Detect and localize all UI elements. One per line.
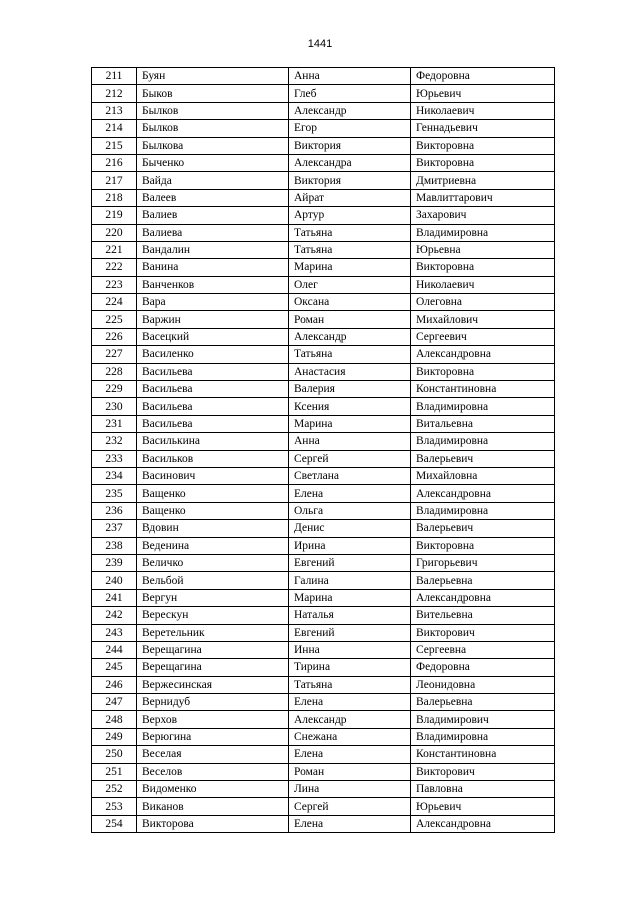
- patronymic-cell: Мавлиттарович: [411, 189, 555, 206]
- row-number-cell: 242: [92, 607, 137, 624]
- table-row: [92, 467, 555, 484]
- row-number-cell: 239: [92, 554, 137, 571]
- first-name-cell: Евгений: [289, 624, 411, 641]
- row-number-cell: 233: [92, 450, 137, 467]
- patronymic-cell: Дмитриевна: [411, 172, 555, 189]
- row-number-cell: 235: [92, 485, 137, 502]
- patronymic-cell: Геннадьевич: [411, 120, 555, 137]
- last-name-cell: Валиев: [137, 207, 289, 224]
- patronymic-cell: Захарович: [411, 207, 555, 224]
- row-number-cell: 224: [92, 294, 137, 311]
- table-row: [92, 207, 555, 224]
- patronymic-cell: Валерьевна: [411, 572, 555, 589]
- row-number-cell: 212: [92, 85, 137, 102]
- patronymic-cell: Валерьевна: [411, 694, 555, 711]
- table-row: [92, 102, 555, 119]
- row-number-cell: 250: [92, 746, 137, 763]
- first-name-cell: Елена: [289, 694, 411, 711]
- last-name-cell: Веденина: [137, 537, 289, 554]
- patronymic-cell: Викторовна: [411, 154, 555, 171]
- patronymic-cell: Валерьевич: [411, 450, 555, 467]
- table-row: [92, 798, 555, 815]
- patronymic-cell: Вительевна: [411, 607, 555, 624]
- patronymic-cell: Григорьевич: [411, 554, 555, 571]
- table-row: [92, 641, 555, 658]
- last-name-cell: Видоменко: [137, 781, 289, 798]
- names-table-body: [92, 68, 555, 833]
- last-name-cell: Верюгина: [137, 728, 289, 745]
- first-name-cell: Ксения: [289, 398, 411, 415]
- row-number-cell: 236: [92, 502, 137, 519]
- table-row: [92, 554, 555, 571]
- last-name-cell: Васильков: [137, 450, 289, 467]
- row-number-cell: 237: [92, 520, 137, 537]
- table-row: [92, 537, 555, 554]
- first-name-cell: Оксана: [289, 294, 411, 311]
- last-name-cell: Ванина: [137, 259, 289, 276]
- patronymic-cell: Юрьевна: [411, 241, 555, 258]
- last-name-cell: Веретельник: [137, 624, 289, 641]
- table-row: [92, 259, 555, 276]
- row-number-cell: 225: [92, 311, 137, 328]
- row-number-cell: 229: [92, 381, 137, 398]
- first-name-cell: Роман: [289, 763, 411, 780]
- table-row: [92, 815, 555, 832]
- patronymic-cell: Викторович: [411, 624, 555, 641]
- row-number-cell: 230: [92, 398, 137, 415]
- last-name-cell: Ванченков: [137, 276, 289, 293]
- row-number-cell: 232: [92, 433, 137, 450]
- last-name-cell: Варжин: [137, 311, 289, 328]
- patronymic-cell: Викторович: [411, 763, 555, 780]
- first-name-cell: Марина: [289, 415, 411, 432]
- last-name-cell: Василенко: [137, 346, 289, 363]
- last-name-cell: Василькина: [137, 433, 289, 450]
- first-name-cell: Айрат: [289, 189, 411, 206]
- row-number-cell: 218: [92, 189, 137, 206]
- table-row: [92, 520, 555, 537]
- last-name-cell: Валеев: [137, 189, 289, 206]
- table-row: [92, 381, 555, 398]
- table-row: [92, 120, 555, 137]
- table-row: [92, 763, 555, 780]
- patronymic-cell: Александровна: [411, 589, 555, 606]
- row-number-cell: 248: [92, 711, 137, 728]
- first-name-cell: Денис: [289, 520, 411, 537]
- last-name-cell: Вдовин: [137, 520, 289, 537]
- table-row: [92, 363, 555, 380]
- row-number-cell: 215: [92, 137, 137, 154]
- first-name-cell: Татьяна: [289, 676, 411, 693]
- last-name-cell: Васинович: [137, 467, 289, 484]
- first-name-cell: Елена: [289, 815, 411, 832]
- table-row: [92, 85, 555, 102]
- patronymic-cell: Сергеевич: [411, 328, 555, 345]
- row-number-cell: 243: [92, 624, 137, 641]
- first-name-cell: Анна: [289, 68, 411, 85]
- first-name-cell: Сергей: [289, 798, 411, 815]
- row-number-cell: 246: [92, 676, 137, 693]
- first-name-cell: Елена: [289, 485, 411, 502]
- table-row: [92, 346, 555, 363]
- last-name-cell: Верещагина: [137, 659, 289, 676]
- first-name-cell: Татьяна: [289, 346, 411, 363]
- last-name-cell: Вельбой: [137, 572, 289, 589]
- table-row: [92, 502, 555, 519]
- first-name-cell: Лина: [289, 781, 411, 798]
- table-row: [92, 572, 555, 589]
- last-name-cell: Былков: [137, 120, 289, 137]
- patronymic-cell: Викторовна: [411, 363, 555, 380]
- last-name-cell: Ващенко: [137, 502, 289, 519]
- first-name-cell: Марина: [289, 259, 411, 276]
- first-name-cell: Снежана: [289, 728, 411, 745]
- row-number-cell: 219: [92, 207, 137, 224]
- last-name-cell: Викторова: [137, 815, 289, 832]
- first-name-cell: Ольга: [289, 502, 411, 519]
- patronymic-cell: Константиновна: [411, 381, 555, 398]
- first-name-cell: Анастасия: [289, 363, 411, 380]
- first-name-cell: Наталья: [289, 607, 411, 624]
- patronymic-cell: Валерьевич: [411, 520, 555, 537]
- last-name-cell: Быченко: [137, 154, 289, 171]
- patronymic-cell: Владимировна: [411, 398, 555, 415]
- first-name-cell: Сергей: [289, 450, 411, 467]
- patronymic-cell: Михайловна: [411, 467, 555, 484]
- first-name-cell: Елена: [289, 746, 411, 763]
- table-row: [92, 276, 555, 293]
- row-number-cell: 231: [92, 415, 137, 432]
- row-number-cell: 226: [92, 328, 137, 345]
- last-name-cell: Вандалин: [137, 241, 289, 258]
- table-row: [92, 728, 555, 745]
- patronymic-cell: Владимировна: [411, 502, 555, 519]
- patronymic-cell: Витальевна: [411, 415, 555, 432]
- last-name-cell: Былкова: [137, 137, 289, 154]
- row-number-cell: 238: [92, 537, 137, 554]
- row-number-cell: 223: [92, 276, 137, 293]
- row-number-cell: 234: [92, 467, 137, 484]
- patronymic-cell: Леонидовна: [411, 676, 555, 693]
- table-row: [92, 589, 555, 606]
- last-name-cell: Вара: [137, 294, 289, 311]
- last-name-cell: Валиева: [137, 224, 289, 241]
- first-name-cell: Виктория: [289, 137, 411, 154]
- patronymic-cell: Александровна: [411, 485, 555, 502]
- first-name-cell: Анна: [289, 433, 411, 450]
- last-name-cell: Васильева: [137, 398, 289, 415]
- row-number-cell: 222: [92, 259, 137, 276]
- first-name-cell: Виктория: [289, 172, 411, 189]
- table-row: [92, 224, 555, 241]
- table-row: [92, 694, 555, 711]
- first-name-cell: Тирина: [289, 659, 411, 676]
- row-number-cell: 253: [92, 798, 137, 815]
- patronymic-cell: Константиновна: [411, 746, 555, 763]
- row-number-cell: 228: [92, 363, 137, 380]
- first-name-cell: Олег: [289, 276, 411, 293]
- last-name-cell: Веселов: [137, 763, 289, 780]
- first-name-cell: Галина: [289, 572, 411, 589]
- table-row: [92, 137, 555, 154]
- first-name-cell: Марина: [289, 589, 411, 606]
- patronymic-cell: Юрьевич: [411, 798, 555, 815]
- table-row: [92, 172, 555, 189]
- first-name-cell: Роман: [289, 311, 411, 328]
- last-name-cell: Вайда: [137, 172, 289, 189]
- row-number-cell: 249: [92, 728, 137, 745]
- last-name-cell: Вернидуб: [137, 694, 289, 711]
- patronymic-cell: Викторовна: [411, 259, 555, 276]
- last-name-cell: Васильева: [137, 415, 289, 432]
- last-name-cell: Быков: [137, 85, 289, 102]
- row-number-cell: 227: [92, 346, 137, 363]
- table-row: [92, 781, 555, 798]
- patronymic-cell: Сергеевна: [411, 641, 555, 658]
- table-row: [92, 241, 555, 258]
- table-row: [92, 659, 555, 676]
- last-name-cell: Васецкий: [137, 328, 289, 345]
- row-number-cell: 214: [92, 120, 137, 137]
- first-name-cell: Александр: [289, 711, 411, 728]
- row-number-cell: 216: [92, 154, 137, 171]
- patronymic-cell: Олеговна: [411, 294, 555, 311]
- names-table: [91, 67, 555, 833]
- table-row: [92, 189, 555, 206]
- patronymic-cell: Владимировна: [411, 728, 555, 745]
- first-name-cell: Александр: [289, 102, 411, 119]
- row-number-cell: 251: [92, 763, 137, 780]
- first-name-cell: Евгений: [289, 554, 411, 571]
- last-name-cell: Величко: [137, 554, 289, 571]
- row-number-cell: 252: [92, 781, 137, 798]
- last-name-cell: Вергун: [137, 589, 289, 606]
- last-name-cell: Верхов: [137, 711, 289, 728]
- last-name-cell: Веселая: [137, 746, 289, 763]
- patronymic-cell: Викторовна: [411, 137, 555, 154]
- row-number-cell: 254: [92, 815, 137, 832]
- first-name-cell: Александра: [289, 154, 411, 171]
- row-number-cell: 247: [92, 694, 137, 711]
- table-row: [92, 624, 555, 641]
- patronymic-cell: Федоровна: [411, 68, 555, 85]
- patronymic-cell: Павловна: [411, 781, 555, 798]
- row-number-cell: 217: [92, 172, 137, 189]
- patronymic-cell: Александровна: [411, 346, 555, 363]
- patronymic-cell: Юрьевич: [411, 85, 555, 102]
- row-number-cell: 221: [92, 241, 137, 258]
- first-name-cell: Светлана: [289, 467, 411, 484]
- table-row: [92, 711, 555, 728]
- table-row: [92, 450, 555, 467]
- table-row: [92, 746, 555, 763]
- table-row: [92, 154, 555, 171]
- first-name-cell: Егор: [289, 120, 411, 137]
- table-row: [92, 433, 555, 450]
- patronymic-cell: Викторовна: [411, 537, 555, 554]
- last-name-cell: Васильева: [137, 381, 289, 398]
- first-name-cell: Ирина: [289, 537, 411, 554]
- patronymic-cell: Владимировна: [411, 224, 555, 241]
- patronymic-cell: Владимирович: [411, 711, 555, 728]
- last-name-cell: Виканов: [137, 798, 289, 815]
- patronymic-cell: Николаевич: [411, 102, 555, 119]
- table-row: [92, 485, 555, 502]
- table-row: [92, 311, 555, 328]
- first-name-cell: Татьяна: [289, 241, 411, 258]
- table-row: [92, 294, 555, 311]
- table-row: [92, 676, 555, 693]
- patronymic-cell: Михайлович: [411, 311, 555, 328]
- patronymic-cell: Николаевич: [411, 276, 555, 293]
- row-number-cell: 211: [92, 68, 137, 85]
- first-name-cell: Александр: [289, 328, 411, 345]
- patronymic-cell: Александровна: [411, 815, 555, 832]
- last-name-cell: Буян: [137, 68, 289, 85]
- row-number-cell: 213: [92, 102, 137, 119]
- row-number-cell: 240: [92, 572, 137, 589]
- last-name-cell: Ващенко: [137, 485, 289, 502]
- table-row: [92, 328, 555, 345]
- row-number-cell: 244: [92, 641, 137, 658]
- first-name-cell: Валерия: [289, 381, 411, 398]
- last-name-cell: Верещагина: [137, 641, 289, 658]
- table-row: [92, 68, 555, 85]
- row-number-cell: 241: [92, 589, 137, 606]
- last-name-cell: Вержесинская: [137, 676, 289, 693]
- first-name-cell: Татьяна: [289, 224, 411, 241]
- table-row: [92, 607, 555, 624]
- last-name-cell: Васильева: [137, 363, 289, 380]
- first-name-cell: Инна: [289, 641, 411, 658]
- table-row: [92, 398, 555, 415]
- last-name-cell: Былков: [137, 102, 289, 119]
- first-name-cell: Глеб: [289, 85, 411, 102]
- last-name-cell: Верескун: [137, 607, 289, 624]
- row-number-cell: 220: [92, 224, 137, 241]
- patronymic-cell: Владимировна: [411, 433, 555, 450]
- patronymic-cell: Федоровна: [411, 659, 555, 676]
- table-row: [92, 415, 555, 432]
- page-number: 1441: [307, 38, 333, 50]
- first-name-cell: Артур: [289, 207, 411, 224]
- row-number-cell: 245: [92, 659, 137, 676]
